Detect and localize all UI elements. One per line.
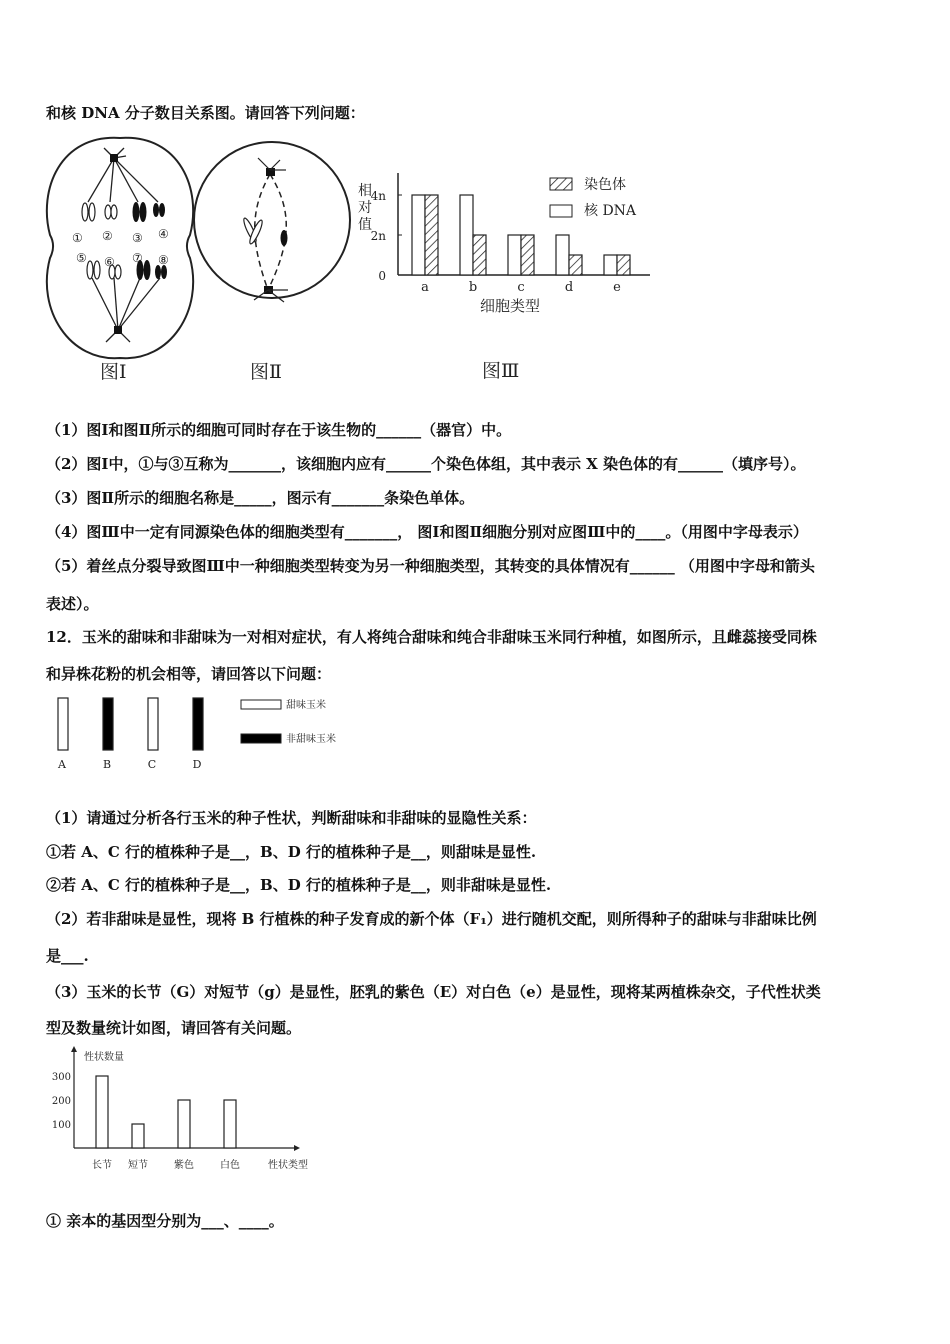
chromosome-number-5: ⑤ [76,251,87,265]
chromosome-number-2: ② [102,229,113,243]
q11-part-3: （3）图Ⅱ所示的细胞名称是_____，图示有_______条染色单体。 [46,489,475,507]
row-D [193,698,203,750]
bar-chromosome-b [473,235,486,275]
bar-dna-b [460,195,473,275]
legend-label-dna: 核 DNA [584,203,637,219]
figure-1-label: 图Ⅰ [100,361,127,383]
figure-2-label: 图Ⅱ [250,361,282,383]
y-tick-label: 2n [370,229,386,243]
q12-stem-2: 和异株花粉的机会相等，请回答以下问题： [46,665,332,683]
bar-chromosome-d [569,255,582,275]
bar-chromosome-a [425,195,438,275]
figure-2 [192,140,352,390]
q12-part-1b: ②若 A、C 行的植株种子是__，B、D 行的植株种子是__，则非甜味是显性. [46,876,552,894]
trait-y-tick-label: 100 [51,1120,71,1131]
legend-label-sweet: 甜味玉米 [286,700,326,711]
x-tick-label-b: b [468,280,478,295]
x-axis-title: 细胞类型 [480,297,541,315]
trait-y-tick-label: 200 [51,1096,71,1107]
q12-part-2: （2）若非甜味是显性，现将 B 行植株的种子发育成的新个体（F₁）进行随机交配，则所得种子的甜味与非甜味比例 [46,910,817,928]
x-tick-label-c: c [517,280,525,295]
legend-swatch-chromosome [550,178,572,190]
q12-part-1a: ①若 A、C 行的植株种子是__，B、D 行的植株种子是__，则甜味是显性. [46,843,537,861]
chromosome-number-1: ① [72,231,83,245]
legend-swatch-nonsweet [241,734,281,743]
chromosome-number-7: ⑦ [132,251,143,265]
ylabel-char: 相对值 [358,183,372,233]
row-label-A: A [58,758,66,771]
legend-label-chromosome: 染色体 [584,177,626,193]
trait-x-label-2: 紫色 [174,1160,194,1171]
q12-part-1: （1）请通过分析各行玉米的种子性状，判断甜味和非甜味的显隐性关系： [46,809,537,827]
bar-chromosome-c [521,235,534,275]
planting-rows-figure [46,690,366,775]
figure-1 [40,130,200,390]
bar-chromosome-e [617,255,630,275]
row-label-D: D [192,758,202,771]
figure-3-label: 图Ⅲ [482,360,520,382]
chromosome-number-3: ③ [132,231,143,245]
q11-part-1: （1）图Ⅰ和图Ⅱ所示的细胞可同时存在于该生物的______（器官）中。 [46,421,512,439]
q11-part-5-cont: 表述）。 [46,595,99,613]
legend-swatch-dna [550,205,572,217]
row-B [103,698,113,750]
bar-dna-c [508,235,521,275]
trait-ylabel: 性状数量 [84,1052,124,1063]
trait-x-label-3: 白色 [220,1160,240,1171]
bar-dna-d [556,235,569,275]
trait-count-chart [46,1046,336,1176]
chromosome-number-6: ⑥ [104,255,115,269]
trait-bar-2 [178,1100,190,1148]
row-C [148,698,158,750]
figure-3-chart [350,165,660,390]
row-A [58,698,68,750]
row-label-C: C [147,758,157,771]
y-tick-label: 4n [370,189,386,203]
bar-dna-e [604,255,617,275]
intro-line: 和核 DNA 分子数目关系图。请回答下列问题： [46,104,365,122]
trait-bar-1 [132,1124,144,1148]
chromosome-number-8: ⑧ [158,253,169,267]
trait-x-label-1: 短节 [128,1160,148,1171]
trait-x-label-0: 长节 [92,1160,112,1171]
q11-part-4: （4）图Ⅲ中一定有同源染色体的细胞类型有_______， 图Ⅰ和图Ⅱ细胞分别对应图Ⅲ中的____。（用图中字母表示） [46,523,808,541]
bar-dna-a [412,195,425,275]
trait-y-tick-label: 300 [51,1072,71,1083]
legend-label-nonsweet: 非甜味玉米 [286,734,336,745]
trait-bar-0 [96,1076,108,1148]
q12-stem-1: 12．玉米的甜味和非甜味为一对相对症状，有人将纯合甜味和纯合非甜味玉米同行种植，如图所示，且雌蕊接受同株 [46,628,817,646]
trait-bar-3 [224,1100,236,1148]
q11-part-2: （2）图Ⅰ中，①与③互称为_______，该细胞内应有______个染色体组，其中表示 X 染色体的有______（填序号）。 [46,455,806,473]
q12-part-3: （3）玉米的长节（G）对短节（g）是显性，胚乳的紫色（E）对白色（e）是显性，现将某两植株杂交，子代性状类 [46,983,821,1001]
legend-swatch-sweet [241,700,281,709]
chromosome-number-4: ④ [158,227,169,241]
x-tick-label-a: a [421,280,429,295]
x-tick-label-d: d [564,280,574,295]
row-label-B: B [102,758,112,771]
y-tick-label: 0 [378,269,386,283]
q12-last-line: ① 亲本的基因型分别为___、____。 [46,1212,284,1230]
x-tick-label-e: e [613,280,621,295]
q11-part-5: （5）着丝点分裂导致图Ⅲ中一种细胞类型转变为另一种细胞类型，其转变的具体情况有______ （用图中字母和箭头 [46,557,815,575]
q12-part-2-cont: 是___. [46,947,89,965]
trait-xlabel: 性状类型 [268,1160,308,1171]
q12-part-3-cont: 型及数量统计如图，请回答有关问题。 [46,1019,302,1037]
